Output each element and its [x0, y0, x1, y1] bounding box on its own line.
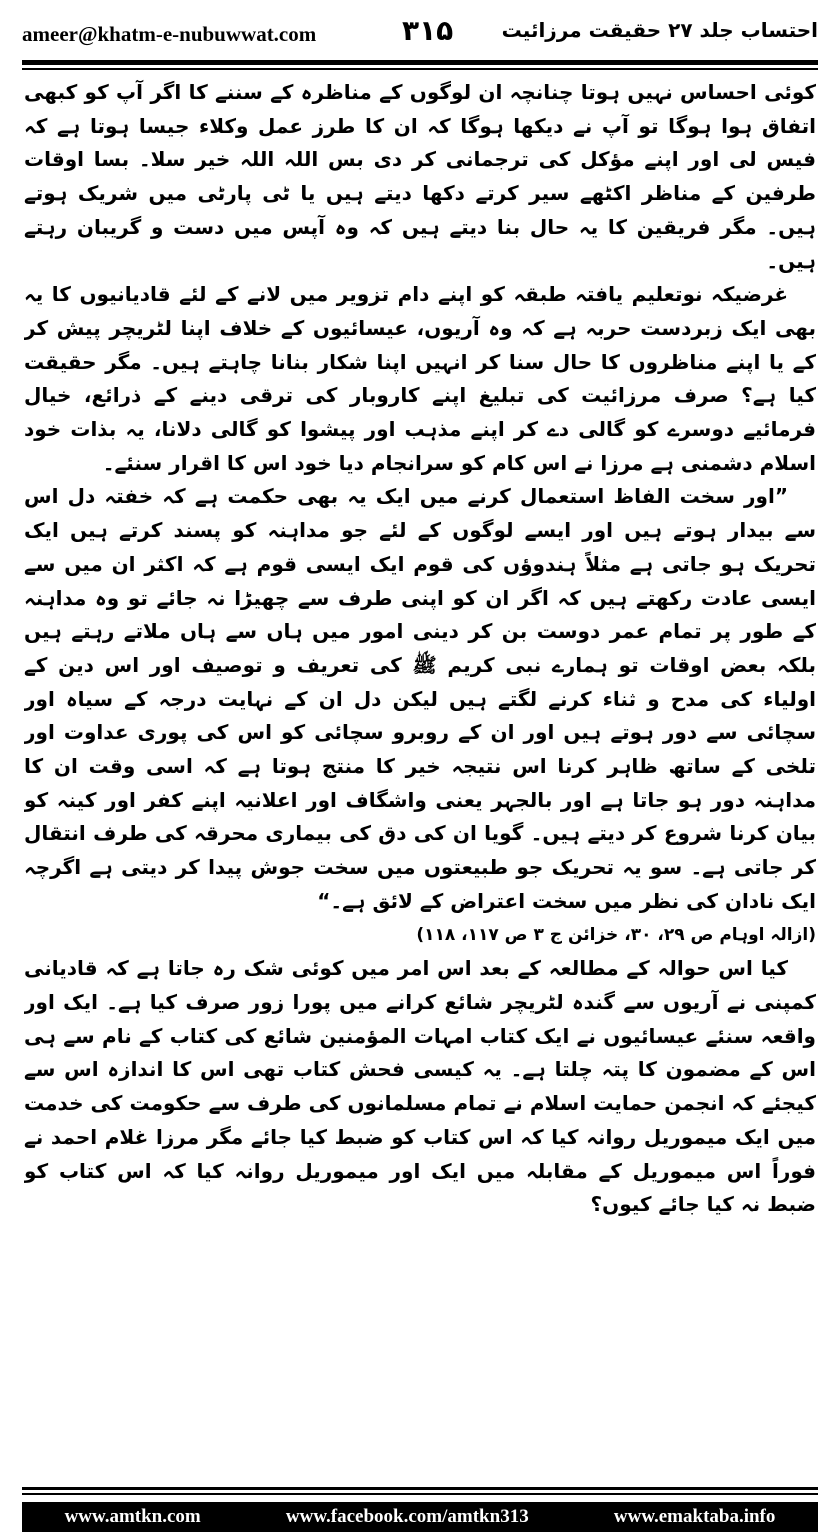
- footer-link-emaktaba[interactable]: www.emaktaba.info: [613, 1506, 776, 1527]
- page-header: [22, 16, 818, 52]
- footer-rule-thick: [22, 1487, 818, 1490]
- page-body: [24, 76, 816, 1472]
- paragraph-2: غرضیکہ نوتعلیم یافتہ طبقہ کو اپنے دام تزویر میں لانے کے لئے قادیانیوں کا یہ بھی ایک زبردست حربہ ہے کہ وہ آریوں، عیسائیوں کے خلاف اپنا لٹریچر پیش کر کے یا اپنے مناظروں کا حال سنا کر انہیں اپنا شکار بنانا چاہتے ہیں۔ مگر حقیقت کیا ہے؟ صرف مرزائیت کی تبلیغ اپنے کاروبار کی ترقی دینے کے ذرائع، خیال فرمائیے دوسرے کو گالی دے کر اپنے مذہب اور پیشوا کو گالی دلانا، یہ بذات خود اسلام دشمنی ہے مرزا نے اس کام کو سرانجام دیا خود اس کا اقرار سنئے۔: [24, 282, 816, 475]
- footer-rule-thin: [22, 1493, 818, 1495]
- citation: (ازالہ اوہام ص ۲۹، ۳۰، خزائن ج ۳ ص ۱۱۷، ۱۱۸): [416, 924, 816, 945]
- quotation: ”اور سخت الفاظ استعمال کرنے میں ایک یہ بھی حکمت ہے کہ خفتہ دل اس سے بیدار ہوتے ہیں اور ایسے لوگوں کے لئے جو مداہنہ کو پسند کرتے ہیں ایک تحریک ہو جاتی ہے مثلاً ہندوؤں کی قوم ایک ایسی قوم ہے کہ اکثر ان میں سے ایسی عادت رکھتے ہیں کہ اگر ان کو اپنی طرف سے چھیڑا نہ جائے تو وہ مداہنہ کے طور پر تمام عمر دوست بن کر دینی امور میں ہاں سے ہاں ملاتے رہتے ہیں بلکہ بعض اوقات تو ہمارے نبی کریم ﷺ کی تعریف و توصیف اور اس دین کے اولیاء کی مدح و ثناء کرنے لگتے ہیں لیکن دل ان کے نہایت درجہ کے سیاہ اور سچائی سے دور ہوتے ہیں اور ان کے روبرو سچائی کو اس کی پوری عداوت اور تلخی کے ساتھ ظاہر کرنا اس نتیجہ خیر کا منتج ہوتا ہے کہ اسی وقت ان کا مداہنہ دور ہو جاتا ہے اور بالجہر یعنی واشگاف اور اعلانیہ اپنے کفر اور کینہ کو بیان کرنا شروع کر دیتے ہیں۔ گویا ان کی دق کی بیماری محرقہ کی طرف انتقال کر جاتی ہے۔ سو یہ تحریک جو طبیعتوں میں سخت جوش پیدا کر دیتی ہے اگرچہ ایک نادان کی نظر میں سخت اعتراض کے لائق ہے۔“: [24, 484, 816, 913]
- header-title: احتساب جلد ۲۷ حقیقت مرزائیت: [501, 18, 818, 42]
- paragraph-4: کیا اس حوالہ کے مطالعہ کے بعد اس امر میں کوئی شک رہ جاتا ہے کہ قادیانی کمپنی نے آریوں سے گندہ لٹریچر شائع کرانے میں پورا زور صرف کیا ہے۔ ایک اور واقعہ سنئے عیسائیوں نے ایک کتاب امہات المؤمنین شائع کی کتاب کے نام سے ہی اس کے مضمون کا پتہ چلتا ہے۔ یہ کیسی فحش کتاب تھی اس کا اندازہ اس سے کیجئے کہ انجمن حمایت اسلام نے تمام مسلمانوں کی طرف سے حکومت کی خدمت میں ایک میموریل روانہ کیا کہ اس کتاب کو ضبط کیا جائے مگر مرزا غلام احمد نے فوراً اس میموریل کے مقابلہ میں ایک اور میموریل روانہ کیا کہ اس کتاب کو ضبط نہ کیا جائے کیوں؟: [24, 956, 816, 1217]
- header-rule-thick: [22, 60, 818, 65]
- footer-bar: [22, 1502, 818, 1532]
- footer-link-facebook[interactable]: www.facebook.com/amtkn313: [285, 1506, 529, 1527]
- header-rule-thin: [22, 68, 818, 70]
- header-email: ameer@khatm-e-nubuwwat.com: [22, 22, 317, 46]
- paragraph-1: کوئی احساس نہیں ہوتا چنانچہ ان لوگوں کے مناظرہ کے سننے کا اگر آپ کو کبھی اتفاق ہوا ہوگا تو آپ نے دیکھا ہوگا کہ ان کا طرز عمل وکلاء جیسا ہوتا ہے کہ فیس لی اور اپنے مؤکل کی ترجمانی کر دی بس اللہ اللہ خیر سلا۔ بسا اوقات طرفین کے مناظر اکٹھے سیر کرتے دکھا دیتے ہیں یا ٹی پارٹی میں شریک ہوتے ہیں۔ مگر فریقین کا یہ حال بنا دیتے ہیں کہ وہ آپس میں دست و گریبان رہتے ہیں۔: [24, 80, 816, 273]
- footer-link-amtkn[interactable]: www.amtkn.com: [64, 1506, 201, 1527]
- page-number: ۳۱۵: [402, 14, 454, 47]
